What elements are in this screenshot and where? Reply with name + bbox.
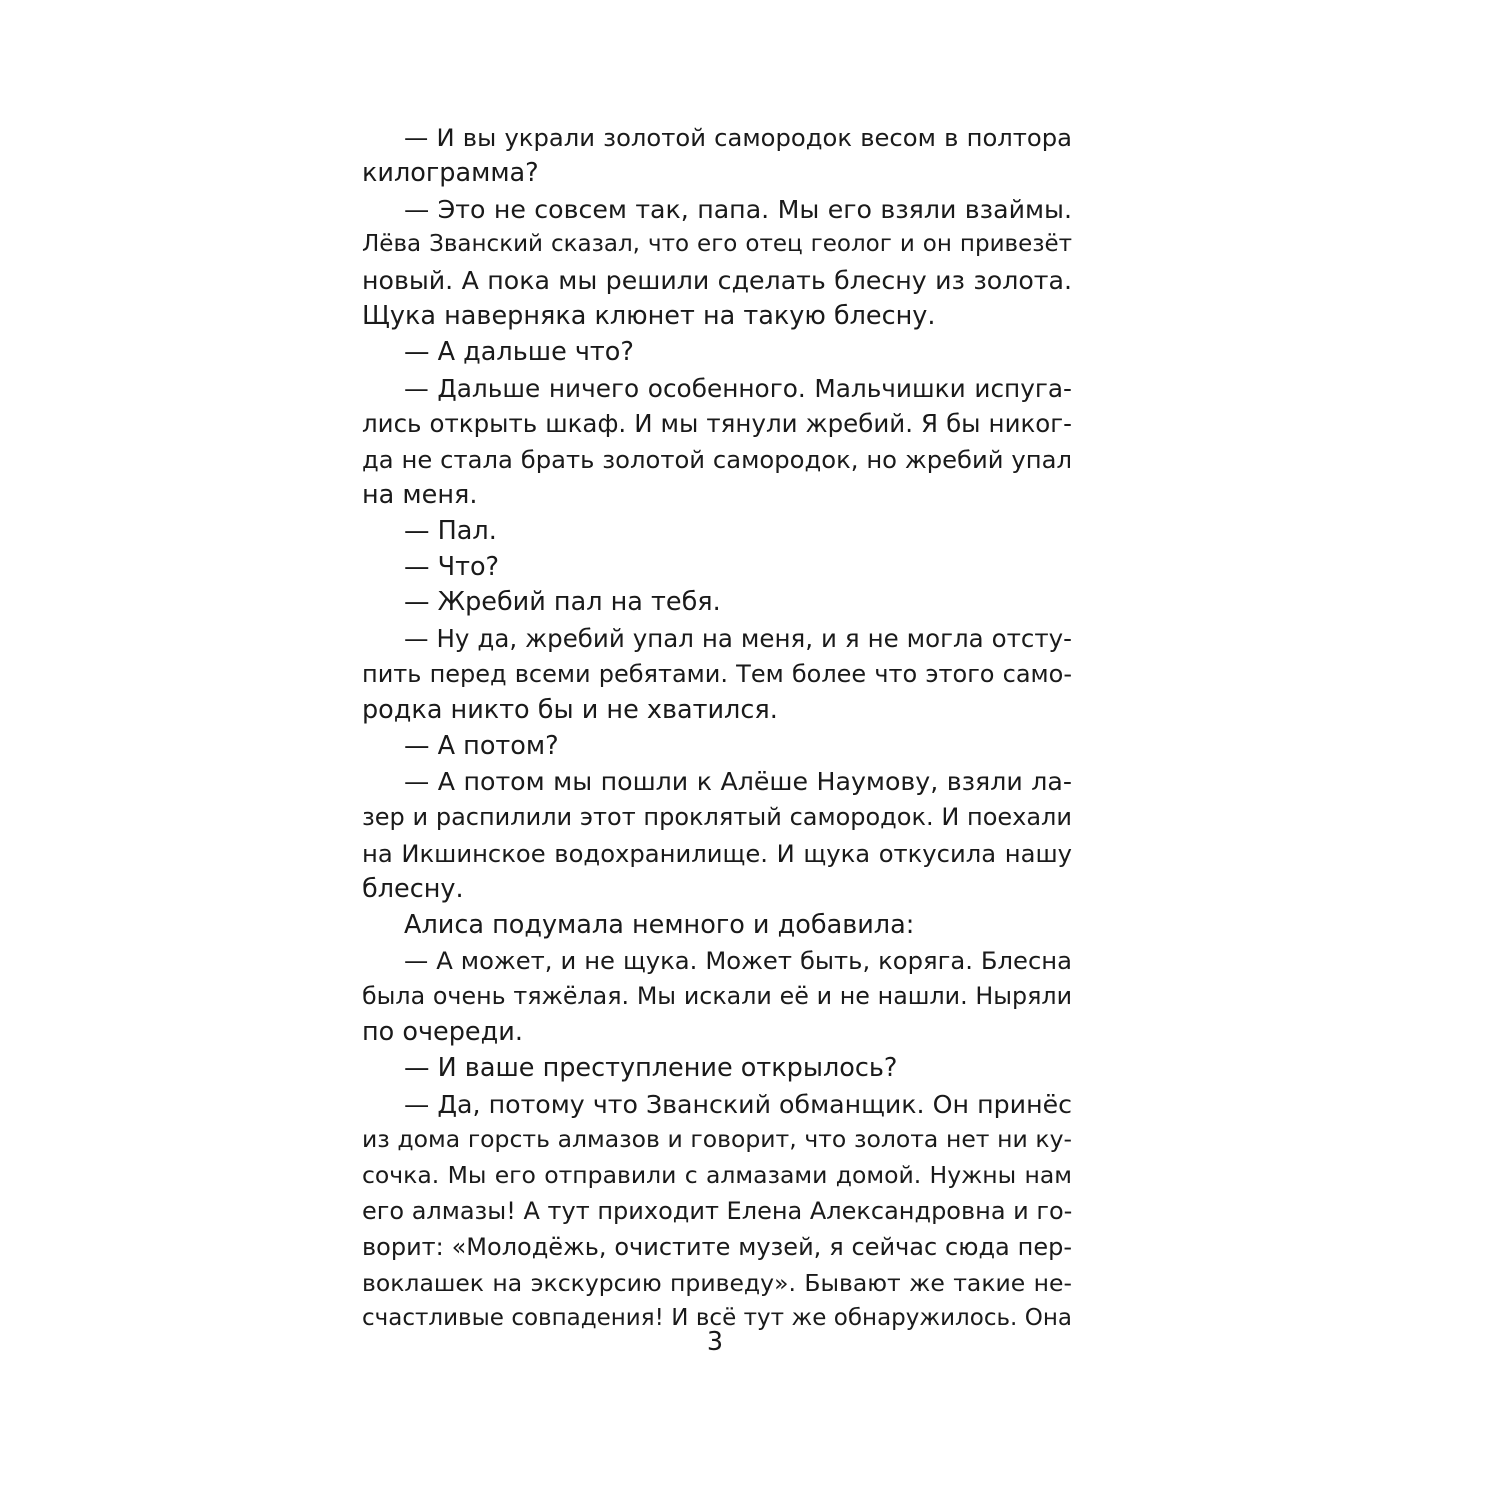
text-line: — Пал.: [404, 515, 497, 546]
text-line: — И ваше преступление открылось?: [404, 1052, 898, 1083]
body-text: [362, 120, 1072, 1337]
text-line: пить перед всеми ребятами. Тем более что этого само-: [362, 659, 1072, 688]
text-line: воклашек на экскурсию приведу». Бывают же такие не-: [362, 1268, 1072, 1297]
text-line: — А потом мы пошли к Алёше Наумову, взяли ла-: [404, 767, 1072, 797]
text-line: ворит: «Молодёжь, очистите музей, я сейчас сюда пер-: [362, 1232, 1072, 1261]
text-line: была очень тяжёлая. Мы искали её и не нашли. Ныряли: [362, 982, 1072, 1011]
text-line: — А может, и не щука. Может быть, коряга. Блесна: [404, 946, 1072, 976]
text-line: — Дальше ничего особенного. Мальчишки испуга-: [404, 373, 1072, 403]
text-line: Лёва Званский сказал, что его отец геолог и он привезёт: [362, 231, 1072, 258]
text-line: — Что?: [404, 551, 500, 582]
text-line: сочка. Мы его отправили с алмазами домой. Нужны нам: [362, 1161, 1072, 1190]
text-line: — Да, потому что Званский обманщик. Он принёс: [404, 1089, 1072, 1119]
text-line: счастливые совпадения! И всё тут же обнаружилось. Она: [362, 1305, 1072, 1332]
text-line: лись открыть шкаф. И мы тянули жребий. Я бы никог-: [362, 409, 1072, 439]
text-line: блесну.: [362, 873, 464, 904]
text-line: из дома горсть алмазов и говорит, что золота нет ни ку-: [362, 1125, 1072, 1154]
text-line: по очереди.: [362, 1016, 523, 1047]
text-line: родка никто бы и не хватился.: [362, 694, 778, 725]
text-line: да не стала брать золотой самородок, но жребий упал: [362, 445, 1072, 475]
text-line: Щука наверняка клюнет на такую блесну.: [362, 300, 936, 331]
text-line: — Это не совсем так, папа. Мы его взяли взаймы.: [404, 194, 1072, 224]
page-number: 3: [706, 1327, 724, 1357]
text-line: зер и распилили этот проклятый самородок. И поехали: [362, 803, 1072, 832]
text-line: на Икшинское водохранилище. И щука откусила нашу: [362, 838, 1072, 868]
text-line: Алиса подумала немного и добавила:: [404, 909, 915, 940]
text-line: на меня.: [362, 479, 478, 510]
text-line: — И вы украли золотой самородок весом в полтора: [404, 123, 1072, 152]
text-line: новый. А пока мы решили сделать блесну из золота.: [362, 266, 1072, 296]
text-line: — А дальше что?: [404, 336, 634, 367]
text-line: — Ну да, жребий упал на меня, и я не могла отсту-: [404, 624, 1072, 654]
text-line: — Жребий пал на тебя.: [404, 587, 721, 618]
text-line: — А потом?: [404, 730, 559, 761]
text-line: его алмазы! А тут приходит Елена Александровна и го-: [362, 1196, 1073, 1225]
text-line: килограмма?: [362, 157, 539, 188]
